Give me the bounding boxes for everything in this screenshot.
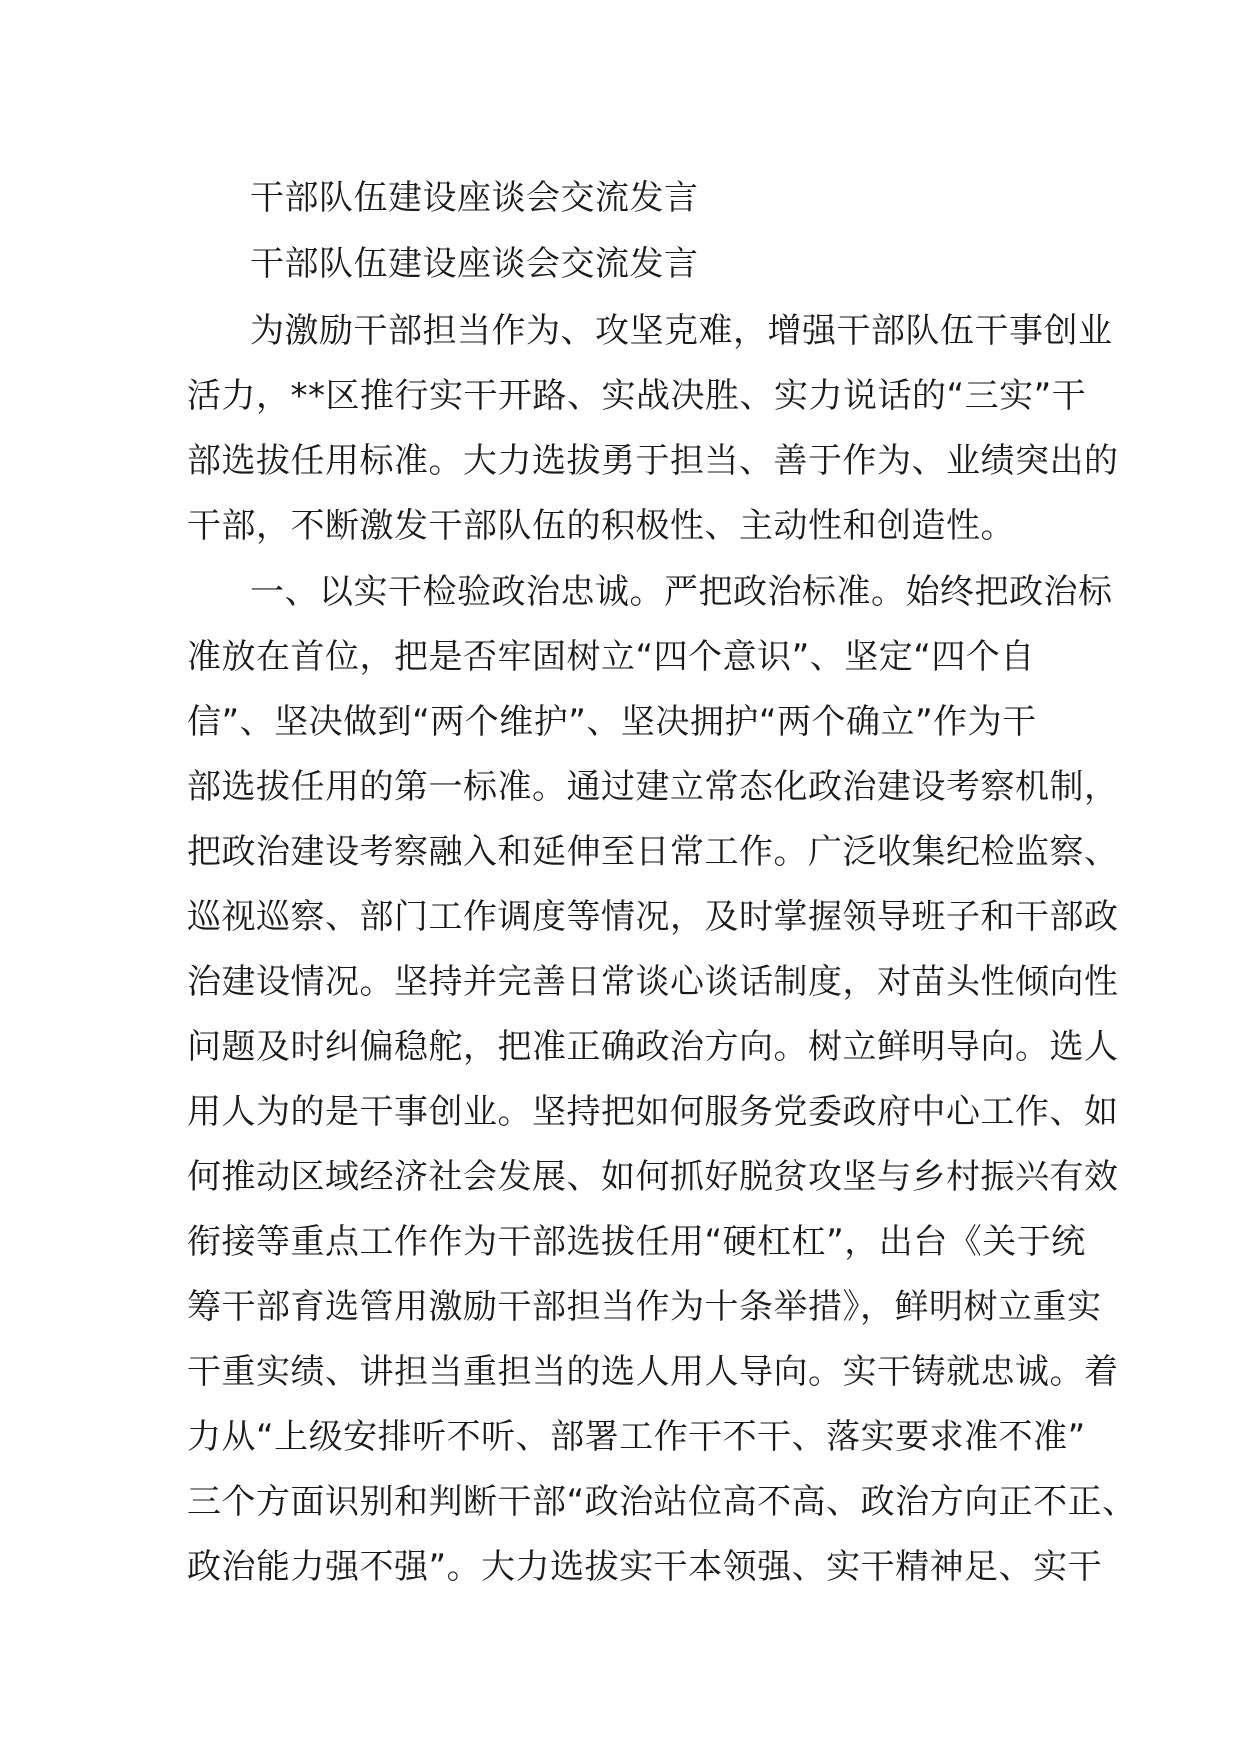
paragraph-line: 问题及时纠偏稳舵，把准正确政治方向。树立鲜明导向。选人 — [187, 1027, 1119, 1067]
document-title: 干部队伍建设座谈会交流发言 — [250, 178, 699, 218]
paragraph-line: 干部，不断激发干部队伍的积极性、主动性和创造性。 — [187, 506, 1015, 546]
paragraph-line: 何推动区域经济社会发展、如何抓好脱贫攻坚与乡村振兴有效 — [187, 1157, 1119, 1197]
paragraph-line: 用人为的是干事创业。坚持把如何服务党委政府中心工作、如 — [187, 1092, 1119, 1132]
paragraph-line: 政治能力强不强”。大力选拔实干本领强、实干精神足、实干 — [187, 1547, 1103, 1587]
paragraph-line: 准放在首位，把是否牢固树立“四个意识”、坚定“四个自 — [187, 637, 1035, 677]
document-subtitle: 干部队伍建设座谈会交流发言 — [250, 244, 699, 284]
paragraph-line: 一、以实干检验政治忠诚。严把政治标准。始终把政治标 — [250, 572, 1113, 612]
paragraph-line: 干重实绩、讲担当重担当的选人用人导向。实干铸就忠诚。着 — [187, 1352, 1119, 1392]
paragraph-line: 活力，**区推行实干开路、实战决胜、实力说话的“三实”干 — [187, 376, 1087, 416]
paragraph-line: 部选拔任用的第一标准。通过建立常态化政治建设考察机制， — [187, 767, 1119, 807]
paragraph-line: 衔接等重点工作作为干部选拔任用“硬杠杠”，出台《关于统 — [187, 1222, 1086, 1262]
paragraph-line: 治建设情况。坚持并完善日常谈心谈话制度，对苗头性倾向性 — [187, 962, 1119, 1002]
paragraph-line: 力从“上级安排听不听、部署工作干不干、落实要求准不准” — [187, 1417, 1086, 1457]
paragraph-line: 部选拔任用标准。大力选拔勇于担当、善于作为、业绩突出的 — [187, 441, 1119, 481]
paragraph-line: 三个方面识别和判断干部“政治站位高不高、政治方向正不正、 — [187, 1482, 1137, 1522]
paragraph-line: 巡视巡察、部门工作调度等情况，及时掌握领导班子和干部政 — [187, 897, 1119, 937]
paragraph-line: 把政治建设考察融入和延伸至日常工作。广泛收集纪检监察、 — [187, 832, 1119, 872]
paragraph-line: 为激励干部担当作为、攻坚克难，增强干部队伍干事创业 — [250, 311, 1113, 351]
paragraph-line: 信”、坚决做到“两个维护”、坚决拥护“两个确立”作为干 — [187, 702, 1037, 742]
paragraph-line: 筹干部育选管用激励干部担当作为十条举措》，鲜明树立重实 — [187, 1287, 1102, 1327]
